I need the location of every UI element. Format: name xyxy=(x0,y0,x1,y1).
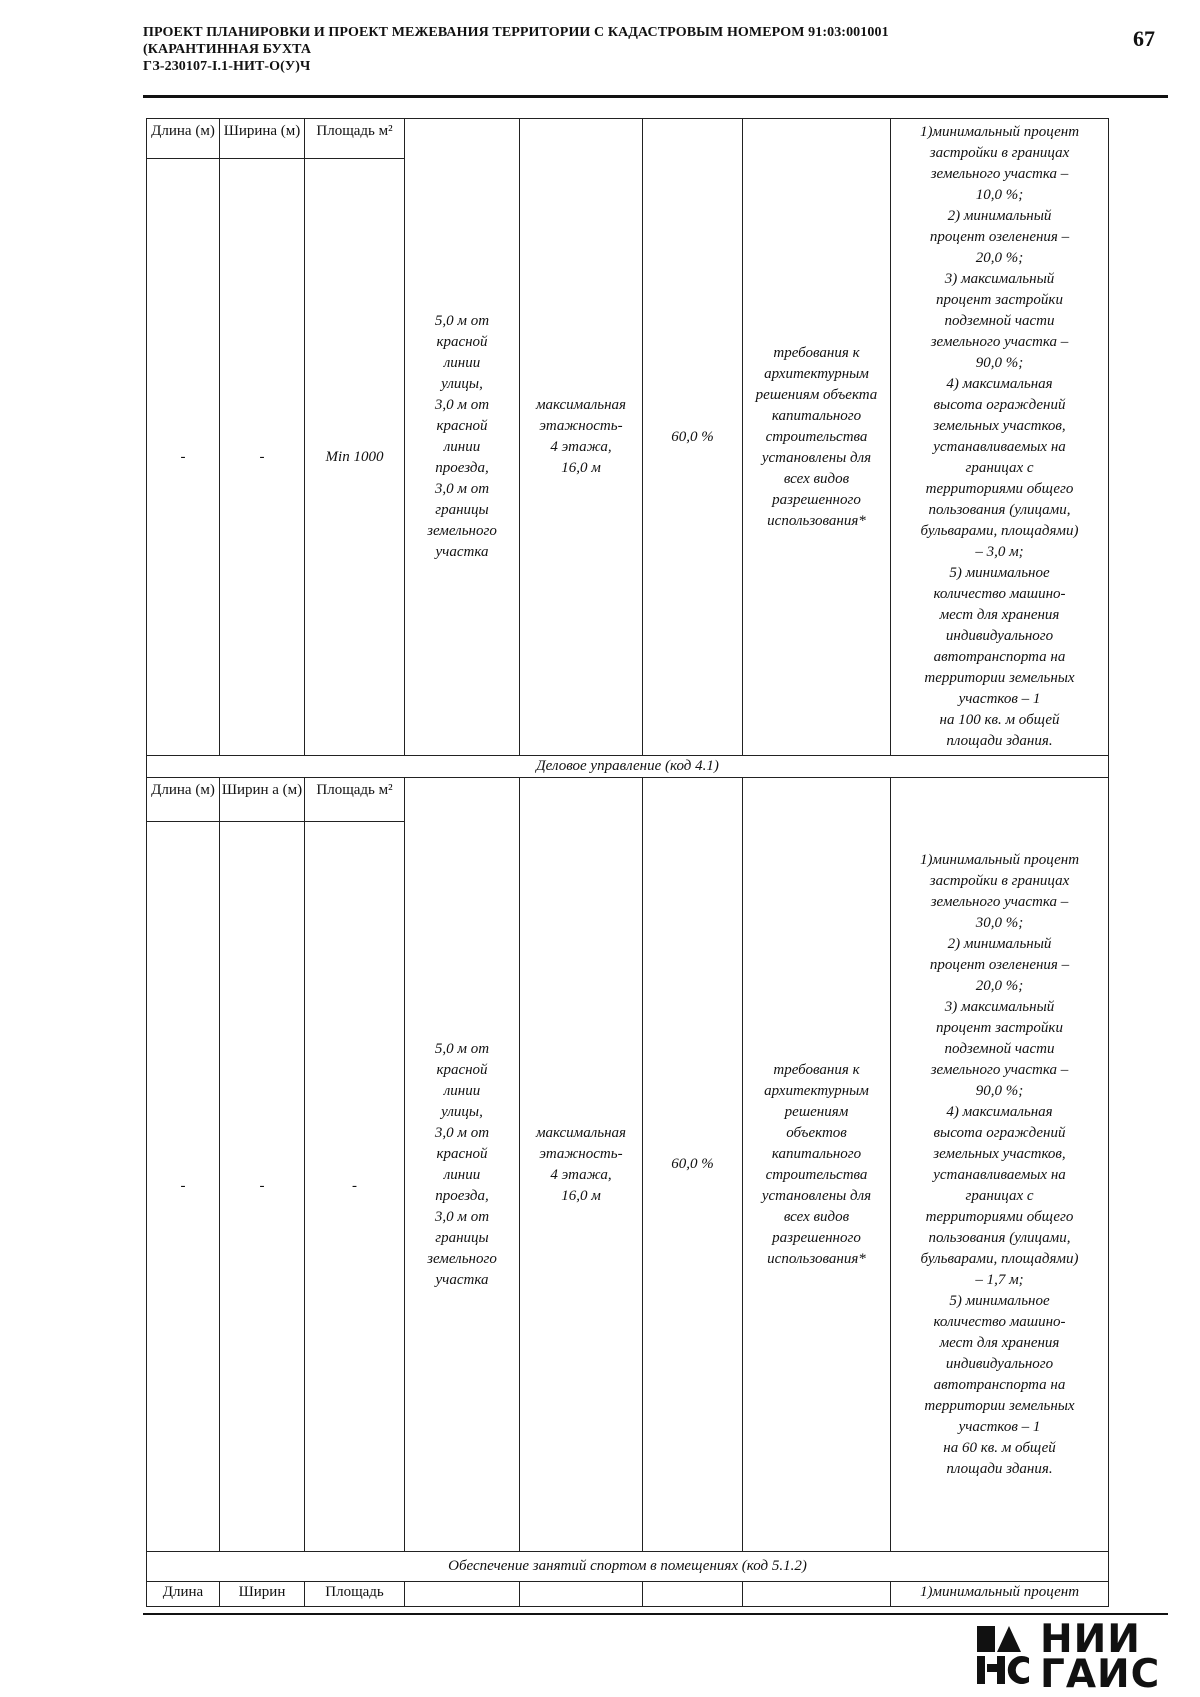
col-header-length: Длина (м) xyxy=(147,778,220,822)
header-title-line1: ПРОЕКТ ПЛАНИРОВКИ И ПРОЕКТ МЕЖЕВАНИЯ ТЕРРИТОРИИ С КАДАСТРОВЫМ НОМЕРОМ 91:03:001001 xyxy=(143,25,889,40)
col-header-width: Ширин а (м) xyxy=(220,778,305,822)
logo-text-line1: НИИ xyxy=(1040,1617,1141,1662)
footer-divider xyxy=(143,1613,1168,1615)
setbacks-cell xyxy=(405,1582,520,1607)
floors-cell: максимальная этажность- 4 этажа, 16,0 м xyxy=(520,778,643,1552)
section-title-business: Деловое управление (код 4.1) xyxy=(147,756,1109,778)
page-number: 67 xyxy=(1133,26,1155,51)
col-header-area: Площадь xyxy=(305,1582,405,1607)
rules-cell: 1)минимальный процент застройки в границах земельного участка – 30,0 %; 2) минимальный процент озеленения – 20,0 %; 3) максимальный процент застройки подземной части земельного участка – 90,0 %; 4) максимальная высота ограждений земельных участков, устанавливаемых на границах с территориями общего пользования (улицами, бульварами, площадями) – 1,7 м; 5) минимальное количество машино- мест для хранения индивидуального автотранспорта на территории земельных участков – 1 на 60 кв. м общей площади здания. xyxy=(891,778,1109,1552)
col-header-area: Площадь м² xyxy=(305,119,405,159)
col-header-width: Ширин xyxy=(220,1582,305,1607)
coverage-cell: 60,0 % xyxy=(643,778,743,1552)
document-header xyxy=(143,24,1103,75)
logo-emblem-icon xyxy=(975,1624,1031,1686)
col-header-length: Длина (м) xyxy=(147,119,220,159)
floors-cell: максимальная этажность- 4 этажа, 16,0 м xyxy=(520,119,643,756)
coverage-cell: 60,0 % xyxy=(643,119,743,756)
floors-cell xyxy=(520,1582,643,1607)
length-value: - xyxy=(147,822,220,1552)
area-value: - xyxy=(305,822,405,1552)
width-value: - xyxy=(220,159,305,756)
requirements-cell: требования к архитектурным решениям объектов капитального строительства установлены для всех видов разрешенного использования* xyxy=(743,778,891,1552)
col-header-length: Длина xyxy=(147,1582,220,1607)
rules-cell: 1)минимальный процент xyxy=(891,1582,1109,1607)
length-value: - xyxy=(147,159,220,756)
width-value: - xyxy=(220,822,305,1552)
regulations-table xyxy=(146,118,1109,1607)
rules-cell: 1)минимальный процент застройки в границах земельного участка – 10,0 %; 2) минимальный процент озеленения – 20,0 %; 3) максимальный процент застройки подземной части земельного участка – 90,0 %; 4) максимальная высота ограждений земельных участков, устанавливаемых на границах с территориями общего пользования (улицами, бульварами, площадями) – 3,0 м; 5) минимальное количество машино- мест для хранения индивидуального автотранспорта на территории земельных участков – 1 на 100 кв. м общей площади здания. xyxy=(891,119,1109,756)
niigais-logo-mark xyxy=(975,1624,1031,1686)
setbacks-cell: 5,0 м от красной линии улицы, 3,0 м от красной линии проезда, 3,0 м от границы земельного участка xyxy=(405,778,520,1552)
col-header-area: Площадь м² xyxy=(305,778,405,822)
col-header-width: Ширина (м) xyxy=(220,119,305,159)
requirements-cell: требования к архитектурным решениям объекта капитального строительства установлены для всех видов разрешенного использования* xyxy=(743,119,891,756)
section-title-sport: Обеспечение занятий спортом в помещениях (код 5.1.2) xyxy=(147,1552,1109,1582)
logo-text-line2: ГАИС xyxy=(1040,1652,1161,1697)
area-value: Min 1000 xyxy=(305,159,405,756)
setbacks-cell: 5,0 м от красной линии улицы, 3,0 м от красной линии проезда, 3,0 м от границы земельного участка xyxy=(405,119,520,756)
coverage-cell xyxy=(643,1582,743,1607)
header-divider xyxy=(143,95,1168,98)
header-code: ГЗ-230107-I.1-НИТ-О(У)Ч xyxy=(143,59,311,74)
requirements-cell xyxy=(743,1582,891,1607)
header-title-line2: (КАРАНТИННАЯ БУХТА xyxy=(143,42,312,57)
